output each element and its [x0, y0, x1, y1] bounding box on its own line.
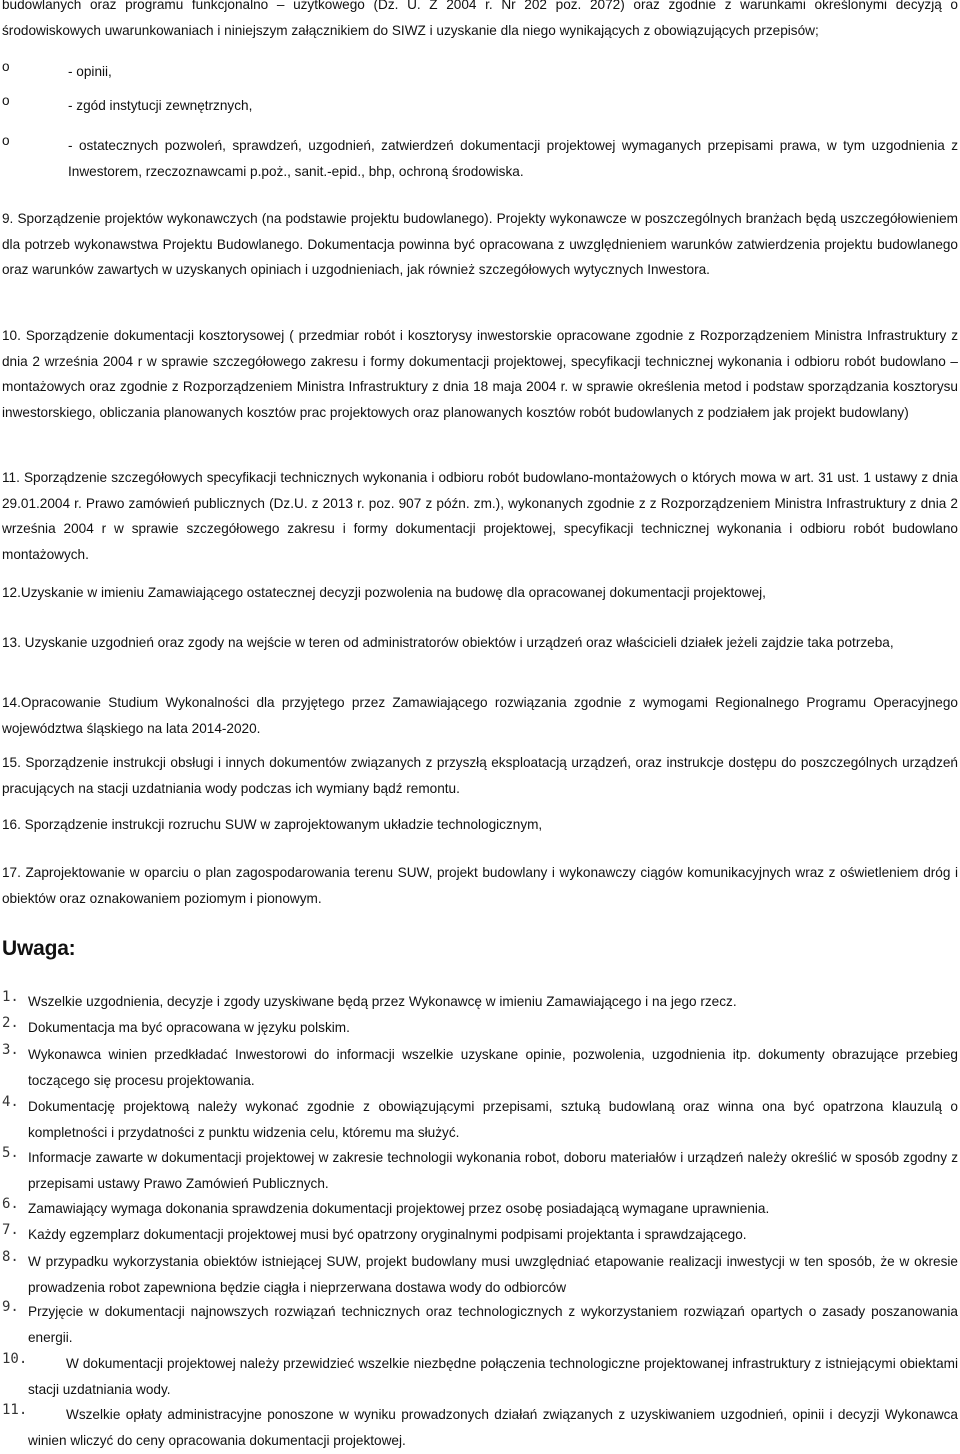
- uwaga-item-text: Zamawiający wymaga dokonania sprawdzenia dokumentacji projektowej przez osobę posiadającą wymagane uprawnienia.: [28, 1201, 770, 1216]
- uwaga-item-number: 11.: [2, 1402, 28, 1418]
- uwaga-item-number: 5.: [2, 1145, 19, 1161]
- uwaga-item: [2, 1094, 958, 1145]
- bullet-item-zgod: [2, 93, 958, 119]
- uwaga-item-text: Wykonawca winien przedkładać Inwestorowi do informacji wszelkie uzyskane opinie, pozwolenia, uzgodnienia itp. dokumenty obrazujące przebieg toczącego się procesu projektowania.: [28, 1047, 958, 1088]
- uwaga-item-number: 7.: [2, 1222, 19, 1238]
- uwaga-item: [2, 1196, 958, 1222]
- intro-paragraph: budowlanych oraz programu funkcjonalno – użytkowego (Dz. U. Z 2004 r. Nr 202 poz. 2072) oraz zgodnie z warunkami określonymi decyzją o środowiskowych uwarunkowaniach i niniejszym załącznikiem do SIWZ i uzyskanie dla niego wynikających z obowiązujących przepisów;: [2, 0, 958, 38]
- bullet-text: - zgód instytucji zewnętrznych,: [68, 98, 253, 113]
- uwaga-item-text: [28, 1402, 958, 1453]
- uwaga-item-number: 9.: [2, 1299, 19, 1315]
- uwaga-item-number: 6.: [2, 1196, 19, 1212]
- uwaga-item-number: 2.: [2, 1015, 19, 1031]
- paragraph-11: 11. Sporządzenie szczegółowych specyfikacji technicznych wykonania i odbioru robót budowlano-montażowych o których mowa w art. 31 ust. 1 ustawy z dnia 29.01.2004 r. Prawo zamówień publicznych (Dz.U. z 2013 r. poz. 907 z późn. zm.), wykonanych zgodnie z z Rozporządzeniem Ministra Infrastruktury z dnia 2 września 2004 r w sprawie szczegółowego zakresu i formy dokumentacji projektowej, specyfikacji technicznej wykonania i odbioru robót budowlano montażowych.: [2, 470, 958, 562]
- uwaga-item: [2, 1351, 958, 1402]
- uwaga-item: [2, 1015, 958, 1041]
- bullet-item-pozwolen: [2, 133, 958, 184]
- paragraph-15: 15. Sporządzenie instrukcji obsługi i innych dokumentów związanych z przyszłą eksploatacją urządzeń, oraz instrukcje dostępu do poszczególnych urządzeń pracujących na stacji uzdatniania wody podczas ich wymiany bądź remontu.: [2, 755, 958, 796]
- uwaga-item-number: 8.: [2, 1249, 19, 1265]
- uwaga-item-number: 3.: [2, 1042, 19, 1058]
- paragraph-17: 17. Zaprojektowanie w oparciu o plan zagospodarowania terenu SUW, projekt budowlany i wykonawczy ciągów komunikacyjnych wraz z oświetleniem dróg i obiektów oraz oznakowaniem poziomym i pionowym.: [2, 865, 958, 906]
- paragraph-10: 10. Sporządzenie dokumentacji kosztorysowej ( przedmiar robót i kosztorysy inwestorskie opracowane zgodnie z Rozporządzeniem Ministra Infrastruktury z dnia 2 września 2004 r w sprawie szczegółowego zakresu i formy dokumentacji projektowej, specyfikacji technicznej wykonania i odbioru robót budowlano – montażowych oraz zgodnie z Rozporządzeniem Ministra Infrastruktury z dnia 18 maja 2004 r. w sprawie określenia metod i podstaw sporządzania kosztorysu inwestorskiego, obliczania planowanych kosztów prac projektowych oraz planowanych kosztów robót budowlanych z podziałem jak projekt budowlany): [2, 328, 958, 420]
- bullet-marker: o: [2, 133, 10, 148]
- uwaga-item: [2, 1402, 958, 1453]
- paragraph-9: 9. Sporządzenie projektów wykonawczych (na podstawie projektu budowlanego). Projekty wykonawcze w poszczególnych branżach będą uszczegółowieniem dla potrzeb wykonawstwa Projektu Budowlanego. Dokumentacja powinna być opracowana z uwzględnieniem warunków zatwierdzenia projektu budowlanego oraz warunków zawartych w uzyskanych opiniach i uzgodnieniach, jak również szczegółowych wytycznych Inwestora.: [2, 211, 958, 278]
- paragraph-13: 13. Uzyskanie uzgodnień oraz zgody na wejście w teren od administratorów obiektów i urządzeń oraz właścicieli działek jeżeli zajdzie taka potrzeba,: [2, 635, 894, 650]
- uwaga-item-text: Przyjęcie w dokumentacji najnowszych rozwiązań technicznych oraz technologicznych z wykorzystaniem rozwiązań opartych o zasady poszanowania energii.: [28, 1304, 958, 1345]
- paragraph-16: 16. Sporządzenie instrukcji rozruchu SUW w zaprojektowanym układzie technologicznym,: [2, 817, 543, 832]
- bullet-text: - ostatecznych pozwoleń, sprawdzeń, uzgodnień, zatwierdzeń dokumentacji projektowej wymaganych przepisami prawa, w tym uzgodnienia z Inwestorem, rzeczoznawcami p.poż., sanit.-epid., bhp, ochroną środowiska.: [68, 138, 958, 179]
- paragraph-12: 12.Uzyskanie w imieniu Zamawiającego ostatecznej decyzji pozwolenia na budowę dla opracowanej dokumentacji projektowej,: [2, 585, 766, 600]
- bullet-item-opinii: [2, 59, 958, 85]
- uwaga-heading: Uwaga:: [2, 937, 76, 960]
- bullet-marker: o: [2, 59, 10, 74]
- uwaga-item: [2, 989, 958, 1015]
- uwaga-item: [2, 1222, 958, 1248]
- uwaga-item-text: Wszelkie uzgodnienia, decyzje i zgody uzyskiwane będą przez Wykonawcę w imieniu Zamawiającego i na jego rzecz.: [28, 994, 737, 1009]
- uwaga-item: [2, 1249, 958, 1300]
- uwaga-item-number: 1.: [2, 989, 19, 1005]
- paragraph-14: 14.Opracowanie Studium Wykonalności dla przyjętego przez Zamawiającego rozwiązania zgodnie z wymogami Regionalnego Programu Operacyjnego województwa śląskiego na lata 2014-2020.: [2, 695, 958, 736]
- uwaga-item-text: [28, 1351, 958, 1402]
- uwaga-item: [2, 1299, 958, 1350]
- uwaga-item-text: Każdy egzemplarz dokumentacji projektowej musi być opatrzony oryginalnymi podpisami projektanta i sprawdzającego.: [28, 1227, 747, 1242]
- uwaga-item: [2, 1042, 958, 1093]
- uwaga-item-text: Dokumentacja ma być opracowana w języku polskim.: [28, 1020, 350, 1035]
- uwaga-item-number: 10.: [2, 1351, 28, 1367]
- bullet-text: - opinii,: [68, 64, 112, 79]
- uwaga-item-text-body: W dokumentacji projektowej należy przewidzieć wszelkie niezbędne połączenia technologiczne projektowanej infrastruktury z istniejącymi obiektami stacji uzdatniania wody.: [28, 1356, 958, 1397]
- uwaga-item-text-body: Wszelkie opłaty administracyjne ponoszone w wyniku prowadzonych działań związanych z uzyskiwaniem uzgodnień, opinii i decyzji Wykonawca winien wliczyć do ceny opracowania dokumentacji projektowej.: [28, 1407, 958, 1448]
- bullet-marker: o: [2, 93, 10, 108]
- uwaga-item-text: Informacje zawarte w dokumentacji projektowej w zakresie technologii wykonania robot, doboru materiałów i urządzeń należy określić w sposób zgodny z przepisami ustawy Prawo Zamówień Publicznych.: [28, 1150, 958, 1191]
- uwaga-item-number: 4.: [2, 1094, 19, 1110]
- uwaga-item-text: Dokumentację projektową należy wykonać zgodnie z obowiązującymi przepisami, sztuką budowlaną oraz winna ona być opatrzona klauzulą o kompletności i przydatności z punktu widzenia celu, któremu ma służyć.: [28, 1099, 958, 1140]
- uwaga-item-text: W przypadku wykorzystania obiektów istniejącej SUW, projekt budowlany musi uwzględniać etapowanie realizacji inwestycji w ten sposób, że w okresie prowadzenia robot zapewniona będzie ciągła i nieprzerwana dostawa wody do odbiorców: [28, 1254, 958, 1295]
- uwaga-item: [2, 1145, 958, 1196]
